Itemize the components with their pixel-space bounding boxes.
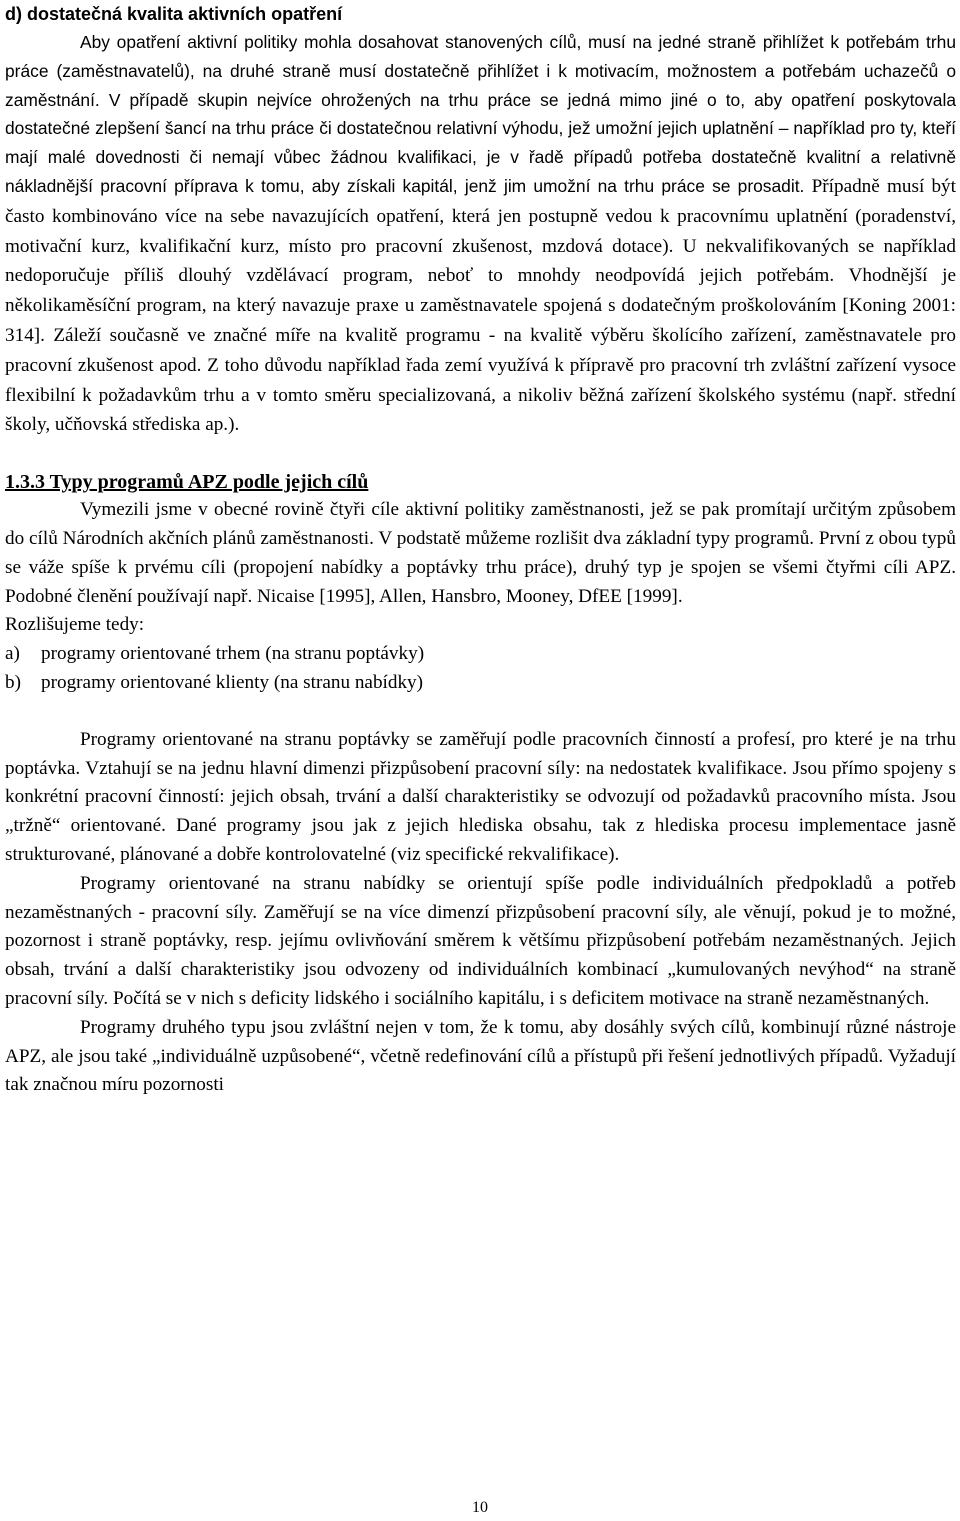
subheading-d: d) dostatečná kvalita aktivních opatření: [5, 4, 343, 24]
paragraph-lead: Rozlišujeme tedy:: [5, 614, 145, 636]
page-number: 10: [472, 1499, 488, 1516]
paragraph-second-type: Programy druhého typu jsou zvláštní nejen v tom, že k tomu, aby dosáhly svých cílů, kombinují různé nástroje APZ, ale jsou také „individuálně uzpůsobené“, včetně redefinování cílů a přístupů při řešení jednotlivých případů. Vyžadují tak značnou míru pozornosti: [5, 1016, 956, 1096]
list-item: [5, 640, 956, 669]
list-item: [5, 669, 956, 698]
list-item-text: programy orientované trhem (na stranu poptávky): [41, 643, 425, 665]
section-title: 1.3.3 Typy programů APZ podle jejich cílů: [5, 471, 369, 494]
list-marker: a): [5, 643, 20, 665]
paragraph-quality-measures-part2: V případě skupin nejvíce ohrožených na trhu práce se jedná mimo jiné o to, aby opatření poskytovala dostatečné zlepšení šancí na trhu práce či dostatečnou relativní výhodu, jež umožní jejich uplatnění – například pro ty, kteří mají malé dovednosti či nemají vůbec žádnou kvalifikaci, je v řadě případů potřeba dostatečně kvalitní a relativně nákladnější pracovní příprava k tomu, aby získali kapitál, jenž jim umožní na trhu práce se prosadit.: [5, 89, 956, 196]
paragraph-quality-measures-part3: Případně musí být často kombinováno více na sebe navazujících opatření, která jen postupně vedou k pracovnímu uplatnění (poradenství, motivační kurz, kvalifikační kurz, místo pro pracovní zkušenost, mzdová dotace). U nekvalifikovaných se například nedoporučuje příliš dlouhý vzdělávací program, neboť to mnohdy neodpovídá jejich potřebám. Vhodnější je několikaměsíční program, na který navazuje praxe u zaměstnavatele spojená s dodatečným proškolováním [Koning 2001: 314]. Záleží současně ve značné míře na kvalitě programu - na kvalitě výběru školícího zařízení, zaměstnavatele pro pracovní zkušenost apod. Z toho důvodu například řada zemí využívá k přípravě pro pracovní trh zvláštní zařízení vysoce flexibilní k požadavkům trhu a v tomto směru specializovaná, a nikoliv běžná zařízení školského systému (např. střední školy, učňovská střediska ap.).: [5, 175, 956, 436]
paragraph-quality-measures: [5, 28, 956, 440]
paragraph-demand-programs: Programy orientované na stranu poptávky se zaměřují podle pracovních činností a profesí, pro které je na trhu poptávka. Vztahují se na jednu hlavní dimenzi přizpůsobení pracovní síly: na nedostatek kvalifikace. Jsou přímo spojeny s konkrétní pracovní činností: jejich obsah, trvání a další charakteristiky se odvozují od požadavků pracovního místa. Jsou „tržně“ orientované. Dané programy jsou jak z jejich hlediska obsahu, tak z hlediska procesu implementace jasně strukturované, plánované a dobře kontrolovatelné (viz specifické rekvalifikace).: [5, 728, 956, 865]
paragraph-program-types: Vymezili jsme v obecné rovině čtyři cíle aktivní politiky zaměstnanosti, jež se pak promítají určitým způsobem do cílů Národních akčních plánů zaměstnanosti. V podstatě můžeme rozlišit dva základní typy programů. První z obou typů se váže spíše k prvému cíli (propojení nabídky a poptávky trhu práce), druhý typ je spojen se všemi čtyřmi cíli APZ. Podobné členění používají např. Nicaise [1995], Allen, Hansbro, Mooney, DfEE [1999].: [5, 499, 956, 607]
list-item-text: programy orientované klienty (na stranu nabídky): [41, 671, 424, 693]
list-marker: b): [5, 671, 21, 693]
paragraph-quality-measures-part1: Aby opatření aktivní politiky mohla dosahovat stanovených cílů, musí na jedné straně přihlížet k potřebám trhu práce (zaměstnavatelů), na druhé straně musí dostatečně přihlížet i k motivacím, možnostem a potřebám uchazečů o zaměstnání.: [5, 32, 956, 110]
program-type-list: [5, 640, 956, 698]
paragraph-supply-programs: Programy orientované na stranu nabídky se orientují spíše podle individuálních předpokladů a potřeb nezaměstnaných - pracovní síly. Zaměřují se na více dimenzí přizpůsobení pracovní síly, ale věnují, pokud je to možné, pozornost i straně poptávky, resp. jejímu ovlivňování směrem k většímu přizpůsobení potřebám nezaměstnaných. Jejich obsah, trvání a další charakteristiky jsou odvozeny od individuálních kombinací „kumulovaných nevýhod“ na straně pracovní síly. Počítá se v nich s deficity lidského i sociálního kapitálu, i s deficitem motivace na straně nezaměstnaných.: [5, 872, 956, 1009]
document-page: [5, 0, 956, 1100]
